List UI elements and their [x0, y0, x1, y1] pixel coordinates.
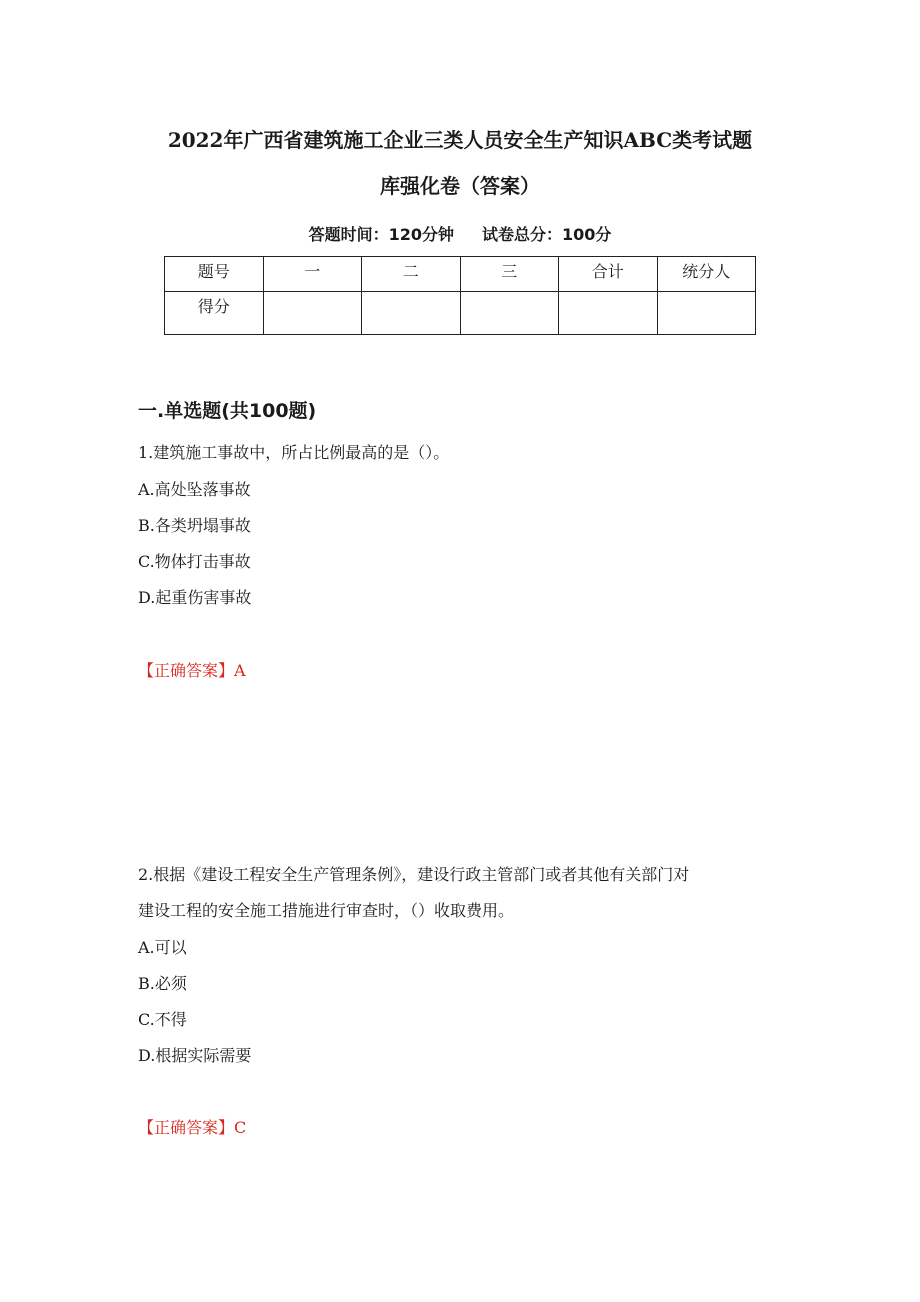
exam-meta — [0, 222, 920, 245]
document-title-line-2: 库强化卷（答案） — [380, 174, 540, 198]
score-table-empty-cell — [657, 292, 756, 335]
document-title-line-1: 2022年广西省建筑施工企业三类人员安全生产知识ABC类考试题 — [167, 128, 753, 152]
question-2-option-a: A.可以 — [138, 938, 187, 957]
score-table-header-cell: 一 — [263, 257, 362, 292]
question-2-option-d: D.根据实际需要 — [138, 1046, 252, 1065]
score-table-empty-cell — [263, 292, 362, 335]
question-1-option-d: D.起重伤害事故 — [138, 588, 252, 607]
score-table-empty-cell — [362, 292, 461, 335]
score-table-row-label: 得分 — [165, 292, 264, 335]
question-1-option-b: B.各类坍塌事故 — [138, 516, 251, 535]
score-table-score-row — [165, 292, 756, 335]
score-table-header-cell: 合计 — [559, 257, 658, 292]
question-2-stem-line-1: 2.根据《建设工程安全生产管理条例》，建设行政主管部门或者其他有关部门对 — [138, 865, 690, 884]
score-table-header-row — [165, 257, 756, 292]
question-1-option-a: A.高处坠落事故 — [138, 480, 251, 499]
question-2-option-b: B.必须 — [138, 974, 187, 993]
exam-time: 答题时间：120分钟 — [308, 225, 454, 244]
question-1-option-c: C.物体打击事故 — [138, 552, 251, 571]
score-table-empty-cell — [559, 292, 658, 335]
question-1-answer: 【正确答案】A — [138, 661, 246, 680]
exam-total-score: 试卷总分：100分 — [482, 225, 612, 244]
score-table — [164, 256, 756, 335]
score-table-header-cell: 题号 — [165, 257, 264, 292]
score-table-header-cell: 二 — [362, 257, 461, 292]
question-2-answer: 【正确答案】C — [138, 1118, 247, 1137]
question-1-stem: 1.建筑施工事故中，所占比例最高的是（）。 — [138, 443, 450, 462]
score-table-empty-cell — [460, 292, 559, 335]
score-table-header-cell: 三 — [460, 257, 559, 292]
score-table-header-cell: 统分人 — [657, 257, 756, 292]
section-title: 一.单选题(共100题) — [138, 400, 317, 422]
question-2-option-c: C.不得 — [138, 1010, 187, 1029]
question-2-stem-line-2: 建设工程的安全施工措施进行审查时，（）收取费用。 — [138, 901, 515, 920]
